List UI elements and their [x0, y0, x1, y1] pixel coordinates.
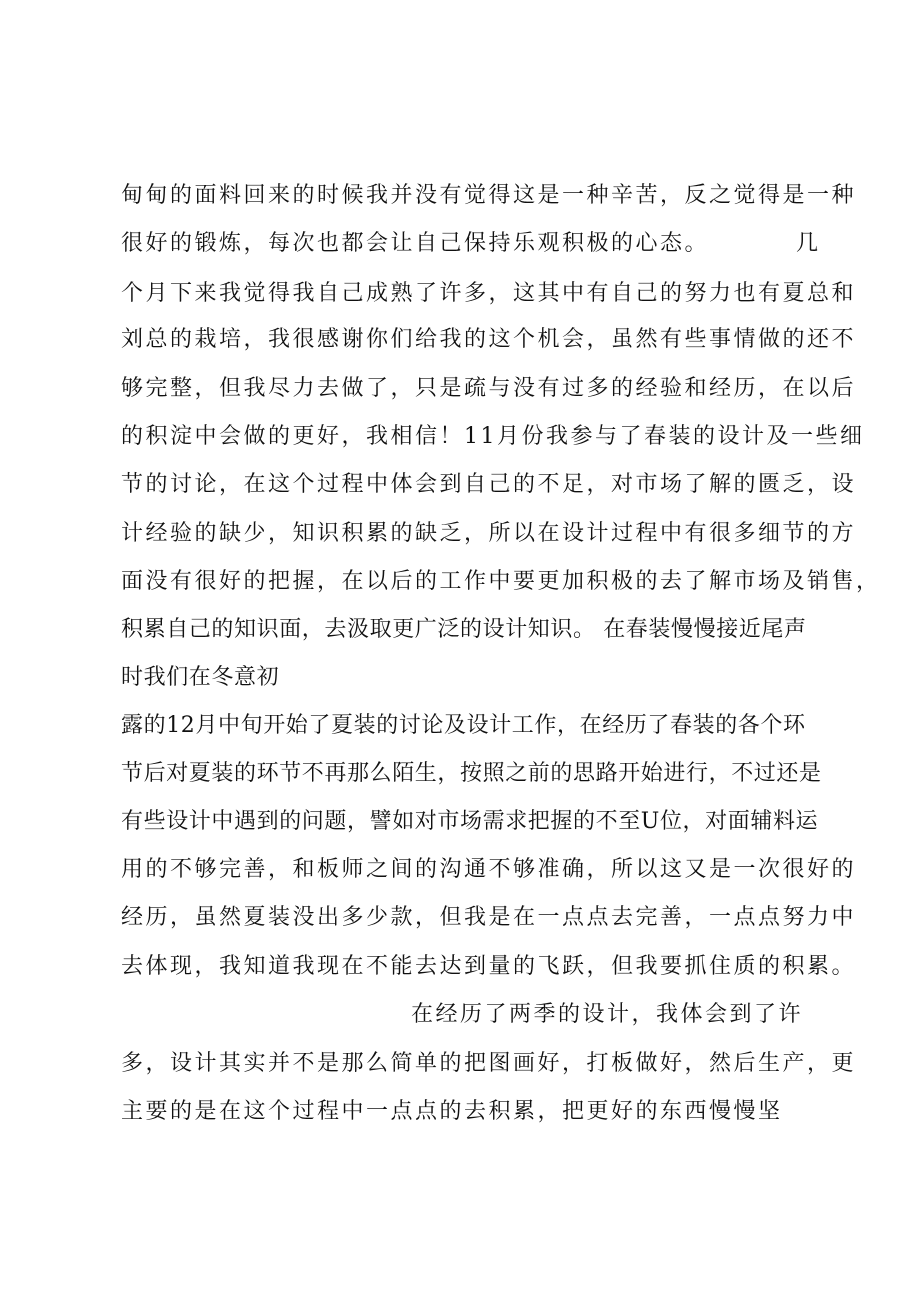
text-line-10: 积累自己的知识面，去汲取更广泛的设计知识。 在春装慢慢接近尾声	[121, 617, 807, 642]
text-line-19: 多，设计其实并不是那么简单的把图画好，打板做好，然后生产，更	[121, 1051, 857, 1076]
text-line-13: 节后对夏装的环节不再那么陌生，按照之前的思路开始进行，不过还是	[121, 761, 822, 786]
text-line-17: 去体现，我知道我现在不能去达到量的飞跃，但我要抓住质的积累。	[121, 954, 857, 979]
text-line-4: 刘总的栽培，我很感谢你们给我的这个机会，虽然有些事情做的还不	[121, 327, 857, 352]
text-line-18: 在经历了两季的设计，我体会到了许	[411, 1002, 804, 1027]
text-line-1: 甸甸的面料回来的时候我并没有觉得这是一种辛苦，反之觉得是一种	[121, 183, 857, 208]
text-line-11: 时我们在冬意初	[121, 665, 280, 690]
text-line-15: 用的不够完善，和板师之间的沟通不够准确，所以这又是一次很好的	[121, 857, 857, 882]
text-line-2: 很好的锻炼，每次也都会让自己保持乐观积极的心态。 几	[121, 231, 821, 256]
text-line-12: 露的12月中旬开始了夏装的讨论及设计工作，在经历了春装的各个环	[121, 713, 806, 738]
text-line-3: 个月下来我觉得我自己成熟了许多，这其中有自己的努力也有夏总和	[121, 281, 857, 306]
text-line-7: 节的讨论，在这个过程中体会到自己的不足，对市场了解的匮乏，设	[121, 472, 857, 497]
text-line-9: 面没有很好的把握，在以后的工作中要更加积极的去了解市场及销售，	[121, 569, 881, 594]
text-line-20: 主要的是在这个过程中一点点的去积累，把更好的东西慢慢坚	[121, 1099, 783, 1124]
text-line-14: 有些设计中遇到的问题，譬如对市场需求把握的不至U位，对面辅料运	[121, 809, 819, 834]
text-line-6: 的积淀中会做的更好，我相信！11月份我参与了春装的设计及一些细	[121, 424, 865, 449]
text-line-5: 够完整，但我尽力去做了，只是疏与没有过多的经验和经历，在以后	[121, 376, 857, 401]
text-line-16: 经历，虽然夏装没出多少款，但我是在一点点去完善，一点点努力中	[121, 905, 857, 930]
text-line-8: 计经验的缺少，知识积累的缺乏，所以在设计过程中有很多细节的方	[121, 521, 857, 546]
